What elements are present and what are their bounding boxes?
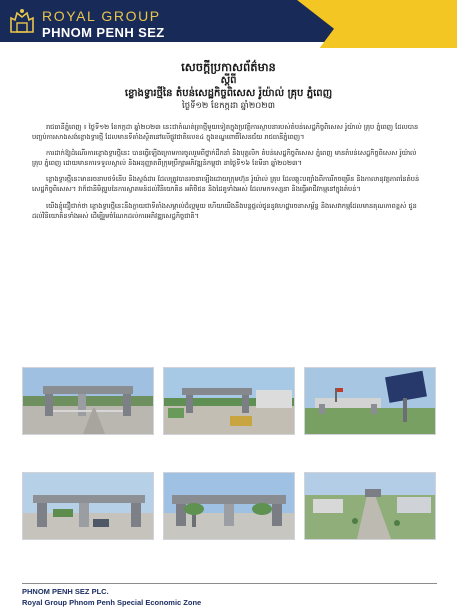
document-title: សេចក្តីប្រកាសព័ត៌មាន [181,60,276,74]
gate-close-photo [22,472,154,540]
billboard-photo [304,367,436,435]
header-white-stripe [0,42,290,48]
paragraph: ខ្លោងទ្វារថ្មីនេះមានរចនាបថទំនើប និងស្តង់ដារ ដែលត្រូវបានរចនាឡើងដោយក្រុមហ៊ុន រ៉ូយ៉ាល់ គ្រុប ដែលឆ្លុះបញ្ចាំងពីការរីកចម្រើន និងកាលានុវត្តភាពនៃតំបន់សេដ្ឋកិច្ចពិសេស។ វាក៏ជានិមិត្តរូបនៃការស្វាគមន៍ដល់វិនិយោគិន អតិថិជន និងដៃគូទាំងអស់ ដែលមកទស្សនា និងធ្វើអាជីវកម្មនៅក្នុងតំបន់។ [32,175,420,194]
footer-zone-name: Royal Group Phnom Penh Special Economic Zone [22,598,202,607]
document-subject: ខ្លោងទ្វារថ្មីនៃ តំបន់សេដ្ឋកិច្ចពិសេស រ៉ូយ៉ាល់ គ្រុប ភ្នំពេញ [124,88,333,99]
gate-side-photo [163,367,295,435]
document-date: ថ្ងៃទី១២ ខែកក្កដា ឆ្នាំ២០២៣ [182,101,275,111]
paragraph: យើងខ្ញុំជឿជាក់ថា ខ្លោងទ្វារថ្មីនេះនឹងក្លាយជាទីតាំងសម្គាល់ដ៏ល្អមួយ ហើយយើងនឹងបន្តផ្តល់ជូននូវហេដ្ឋារចនាសម្ព័ន្ធ និងសេវាកម្មដែលមានគុណភាពខ្ពស់ ជូនដល់វិនិយោគិនទាំងអស់ ដើម្បីរួមចំណែកដល់ការអភិវឌ្ឍសេដ្ឋកិច្ចជាតិ។ [32,201,417,220]
document-subject-label: ស្តីពី [220,75,237,86]
footer-divider [22,583,437,584]
brand-subname: PHNOM PENH SEZ [42,25,165,40]
press-release-body [32,122,424,227]
paragraph: ការដាក់ឱ្យដំណើរការខ្លោងទ្វារថ្មីនេះ បានធ្វើឡើងក្រោមការចូលរួមពីថ្នាក់ដឹកនាំ និងបុគ្គលិក តំបន់សេដ្ឋកិច្ចពិសេស ភ្នំពេញ មានតំបន់សេដ្ឋកិច្ចពិសេស រ៉ូយ៉ាល់ គ្រុប ភ្នំពេញ ដោយមានការទទួលស្គាល់ និងអនុញ្ញាតពីក្រុមប្រឹក្សាអភិវឌ្ឍន៍កម្ពុជា នាថ្ងៃទី១៦ ខែមីនា ឆ្នាំ២០២៣។ [32,149,417,168]
footer-company-name: PHNOM PENH SEZ PLC. [22,587,109,596]
header-banner [0,0,457,48]
brand-name: ROYAL GROUP [42,8,161,24]
document-title-block [0,60,457,112]
gate-center-photo [163,472,295,540]
crest-logo-icon [7,6,37,36]
gate-front-photo [22,367,154,435]
paragraph: រាជធានីភ្នំពេញ ៖ ថ្ងៃទី១២ ខែកក្កដា ឆ្នាំ២០២៣ នេះជាកំណត់ត្រាថ្មីមួយទៀតក្នុងប្រវត្តិការស្ថាបនារបស់តំបន់សេដ្ឋកិច្ចពិសេស រ៉ូយ៉ាល់ គ្រុប ភ្នំពេញ ដែលបានបញ្ចប់ការសាងសង់ខ្លោងទ្វារថ្មី ដែលមានទីតាំងស្ថិតនៅលើផ្លូវជាតិលេខ៤ ក្នុងខណ្ឌពោធិ៍សែនជ័យ រាជធានីភ្នំពេញ។ [32,123,419,142]
road-aerial-photo [304,472,436,540]
